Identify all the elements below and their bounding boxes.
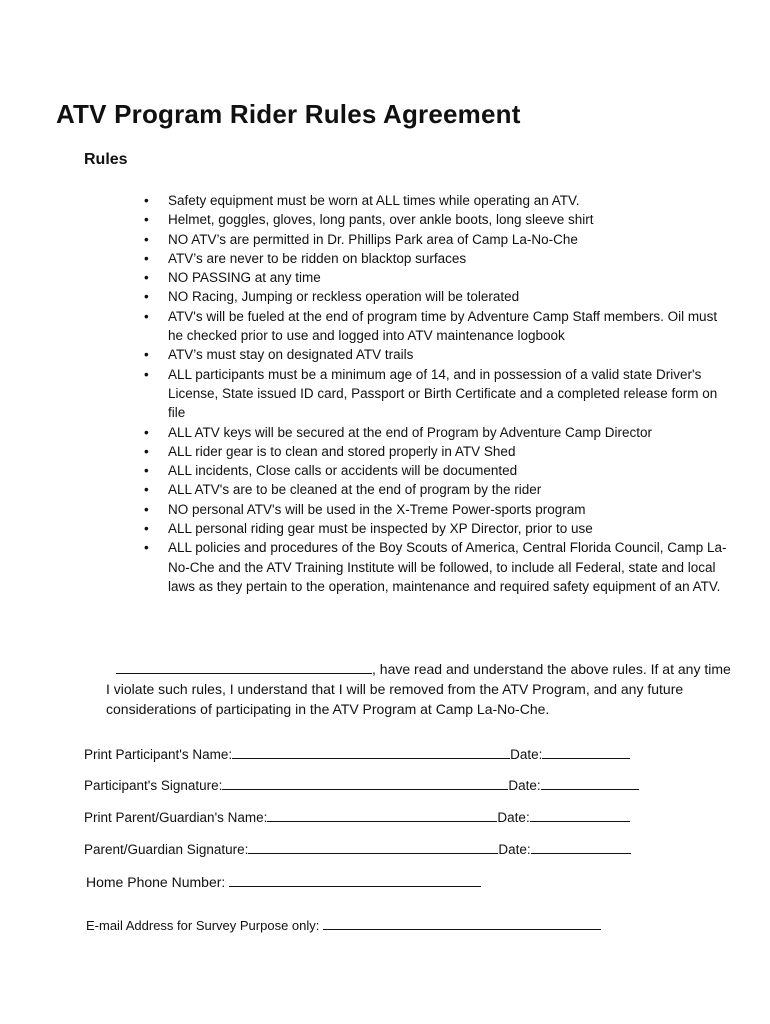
rule-item: • ALL incidents, Close calls or accidents will be documented <box>140 461 730 480</box>
bullet-icon: • <box>144 270 149 286</box>
parent-name-date-field[interactable] <box>530 807 630 822</box>
bullet-icon: • <box>144 366 149 382</box>
parent-name-date-label: Date: <box>497 810 530 825</box>
rule-item: • ALL policies and procedures of the Boy Scouts of America, Central Florida Council, Camp La-No-Che and the ATV Training Institute will be followed, to include all Federal, state and local laws as they pertain to the operation, maintenance and required safety equipment of an ATV. <box>144 540 727 594</box>
email-field[interactable] <box>323 915 601 930</box>
participant-signature-row <box>84 775 639 793</box>
parent-signature-date-field[interactable] <box>531 839 631 854</box>
participant-name-date-label: Date: <box>510 747 543 762</box>
rule-item: • Helmet, goggles, gloves, long pants, over ankle boots, long sleeve shirt <box>140 210 730 229</box>
participant-name-date-field[interactable] <box>542 744 630 759</box>
rule-item: • ALL ATV's are to be cleaned at the end of program by the rider <box>140 480 730 499</box>
rule-item: • ALL personal riding gear must be inspected by XP Director, prior to use <box>140 519 730 538</box>
acknowledgement-paragraph <box>106 659 736 719</box>
rule-item: • ALL ATV keys will be secured at the end of Program by Adventure Camp Director <box>140 423 730 442</box>
bullet-icon: • <box>144 463 149 479</box>
parent-name-label: Print Parent/Guardian's Name: <box>84 810 268 825</box>
rule-item: • ALL participants must be a minimum age of 14, and in possession of a valid state Driver's License, State issued ID card, Passport or Birth Certificate and a completed release form on file <box>144 366 718 421</box>
rule-item: • ATV's will be fueled at the end of program time by Adventure Camp Staff members. Oil must he checked prior to use and logged into ATV maintenance logbook <box>144 308 718 344</box>
participant-signature-label: Participant's Signature: <box>84 778 223 793</box>
participant-signature-date-field[interactable] <box>541 775 639 790</box>
bullet-icon: • <box>144 424 149 440</box>
parent-signature-row <box>84 839 631 857</box>
rule-item: • NO personal ATV's will be used in the X-Treme Power-sports program <box>140 500 730 519</box>
bullet-icon: • <box>144 347 149 363</box>
participant-signature-date-label: Date: <box>508 778 541 793</box>
bullet-icon: • <box>144 308 149 324</box>
bullet-icon: • <box>144 540 149 556</box>
home-phone-label: Home Phone Number: <box>86 874 226 890</box>
document-title: ATV Program Rider Rules Agreement <box>56 99 521 129</box>
bullet-icon: • <box>144 501 149 517</box>
rule-item: • NO ATV’s are permitted in Dr. Phillips Park area of Camp La-No-Che <box>140 230 730 249</box>
bullet-icon: • <box>144 289 149 305</box>
parent-signature-label: Parent/Guardian Signature: <box>84 842 249 857</box>
bullet-icon: • <box>144 482 149 498</box>
rule-item: • Safety equipment must be worn at ALL times while operating an ATV. <box>140 191 730 210</box>
home-phone-row <box>86 872 481 890</box>
participant-signature-field[interactable] <box>222 775 508 790</box>
rule-item: • ALL rider gear is to clean and stored properly in ATV Shed <box>140 442 730 461</box>
bullet-icon: • <box>144 521 149 537</box>
rule-item: • ATV’s must stay on designated ATV trails <box>140 345 730 364</box>
participant-name-field[interactable] <box>232 744 510 759</box>
parent-name-row <box>84 807 630 825</box>
participant-name-label: Print Participant's Name: <box>84 747 233 762</box>
home-phone-field[interactable] <box>229 872 481 887</box>
parent-signature-field[interactable] <box>248 839 498 854</box>
bullet-icon: • <box>144 443 149 459</box>
bullet-icon: • <box>144 193 149 208</box>
rules-list <box>140 191 730 596</box>
bullet-icon: • <box>144 212 149 228</box>
bullet-icon: • <box>144 231 149 247</box>
parent-signature-date-label: Date: <box>498 842 531 857</box>
bullet-icon: • <box>144 250 149 266</box>
email-label: E-mail Address for Survey Purpose only: <box>86 918 320 933</box>
rule-item: • NO PASSING at any time <box>140 268 730 287</box>
acknowledgement-text: , have read and understand the above rules. If at any time I violate such rules, I understand that I will be removed from the ATV Program, and any future considerations of participating in the ATV Program at Camp La-No-Che. <box>106 661 731 717</box>
email-row <box>86 915 601 933</box>
rule-item: • NO Racing, Jumping or reckless operation will be tolerated <box>140 287 730 306</box>
participant-name-row <box>84 744 630 762</box>
rule-item: • ATV’s are never to be ridden on blacktop surfaces <box>140 249 730 268</box>
parent-name-field[interactable] <box>267 807 497 822</box>
rules-heading: Rules <box>84 151 128 168</box>
participant-name-blank[interactable] <box>116 659 372 674</box>
